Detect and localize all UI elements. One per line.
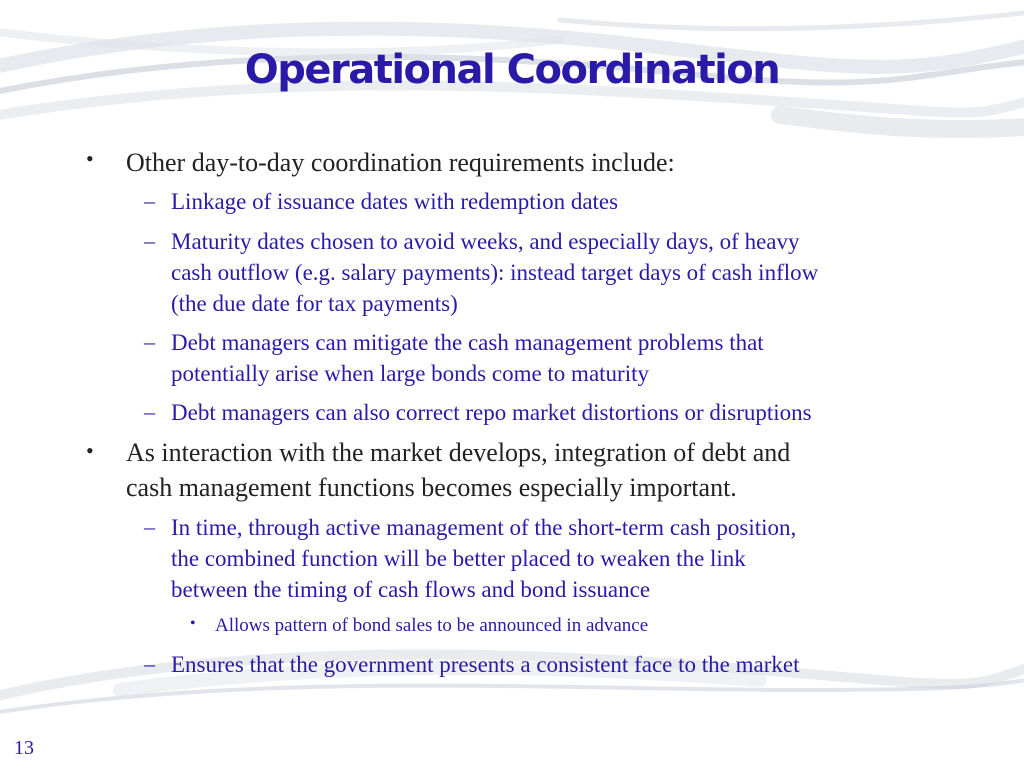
bullet-marker: • (86, 438, 94, 463)
sub-bullet-1-2-line-1: Maturity dates chosen to avoid weeks, and especially days, of heavy (171, 229, 800, 254)
sub-bullet-1-2-line-3: (the due date for tax payments) (171, 291, 458, 316)
sub-bullet-1-2-line-2: cash outflow (e.g. salary payments): instead target days of cash inflow (171, 260, 819, 285)
sub-bullet-2-1-line-2: the combined function will be better placed to weaken the link (171, 546, 746, 571)
small-bullet-marker: • (190, 615, 196, 632)
sub-bullet-2-1-line-3: between the timing of cash flows and bond issuance (171, 577, 651, 602)
bullet-2-line-1: As interaction with the market develops, integration of debt and (126, 438, 791, 467)
bullet-2-line-2: cash management functions becomes especially important. (126, 473, 737, 502)
sub-bullet-1-3-line-2: potentially arise when large bonds come to maturity (171, 361, 649, 386)
sub-sub-bullet-2-1-1-text: Allows pattern of bond sales to be announced in advance (215, 615, 649, 636)
sub-bullet-1-4-text: Debt managers can also correct repo market distortions or disruptions (171, 400, 812, 425)
swoosh-top-6 (560, 10, 1024, 29)
swoosh-top-4 (780, 115, 1024, 129)
slide-number: 13 (14, 737, 34, 759)
bullet-marker: • (86, 146, 94, 171)
dash-marker: – (144, 399, 155, 424)
sub-bullet-1-1-text: Linkage of issuance dates with redemption dates (171, 189, 619, 214)
dash-marker: – (144, 651, 155, 676)
sub-bullet-2-2-text: Ensures that the government presents a consistent face to the market (171, 652, 800, 677)
bullet-1-text: Other day-to-day coordination requirements include: (126, 148, 675, 177)
dash-marker: – (144, 329, 155, 354)
dash-marker: – (144, 514, 155, 539)
sub-bullet-2-1-line-1: In time, through active management of the short-term cash position, (171, 515, 797, 540)
dash-marker: – (144, 228, 155, 253)
sub-bullet-1-3-line-1: Debt managers can mitigate the cash management problems that (171, 330, 764, 355)
dash-marker: – (144, 188, 155, 213)
slide-title: Operational Coordination (244, 47, 780, 93)
